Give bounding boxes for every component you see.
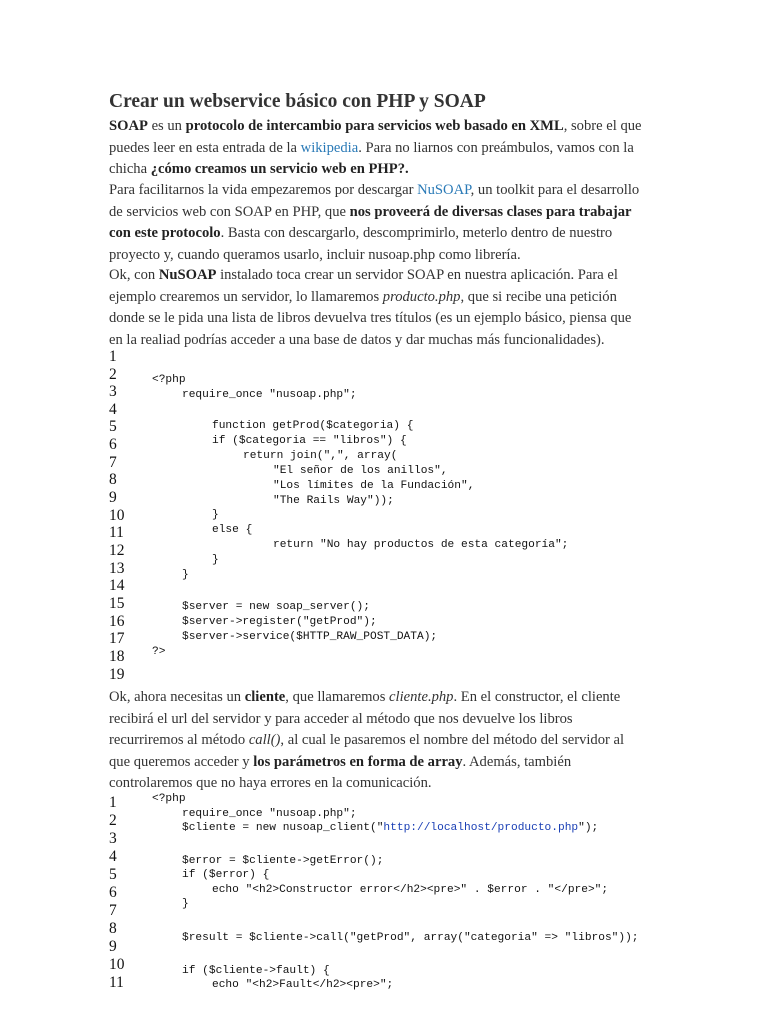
line-number: 7 [109, 902, 117, 919]
line-number: 10 [109, 956, 125, 973]
code-line: <?php [152, 793, 186, 805]
text: puedes leer en esta entrada de la [109, 139, 301, 156]
text: chicha [109, 161, 151, 178]
text: . Además, también [462, 753, 572, 770]
intro-paragraph [109, 116, 709, 181]
line-number: 1 [109, 348, 117, 365]
text: recurriremos al método [109, 732, 249, 749]
text: . Para no liarnos con preámbulos, vamos con la [358, 139, 634, 156]
bold-text: SOAP [109, 118, 148, 134]
line-number: 11 [109, 524, 124, 541]
code-line: $server->service($HTTP_RAW_POST_DATA); [182, 631, 438, 643]
line-number: 3 [109, 383, 117, 400]
italic-text: producto.php [382, 288, 461, 305]
code-line: echo "<h2>Constructor error</h2><pre>" . $error . "</pre>"; [212, 884, 609, 896]
text: , un toolkit para el desarrollo [470, 182, 640, 198]
bold-text: ¿cómo creamos un servicio web en PHP?. [150, 161, 409, 178]
line-number: 2 [109, 812, 117, 829]
text: . Basta con descargarlo, descomprimirlo, meterlo dentro de nuestro [220, 225, 613, 242]
code-line: <?php [152, 374, 186, 386]
text: recibirá el url del servidor y para acceder al método que nos devuelve los libros [109, 710, 573, 727]
line-number: 12 [109, 542, 125, 559]
text: es un [147, 118, 186, 134]
server-paragraph [109, 265, 709, 351]
url-string: http://localhost/producto.php [383, 822, 579, 834]
bold-text: con este protocolo [109, 225, 221, 242]
line-number: 10 [109, 507, 125, 524]
bold-text: los parámetros en forma de array [253, 753, 463, 770]
text: controlaremos que no haya errores en la comunicación. [109, 775, 432, 792]
text: en la realiad podrías acceder a una base de datos y dar muchas más funcionalidades). [109, 331, 605, 348]
code-line: echo "<h2>Fault</h2><pre>"; [212, 979, 394, 991]
code-line: $error = $cliente->getError(); [182, 855, 384, 867]
wikipedia-link[interactable]: wikipedia [300, 139, 359, 156]
line-number: 9 [109, 938, 117, 955]
italic-text: cliente.php [389, 689, 454, 705]
line-number: 4 [109, 848, 117, 865]
line-number: 8 [109, 471, 117, 488]
code-line: if ($categoria == "libros") { [212, 435, 407, 447]
code-line: $result = $cliente->call("getProd", array("categoria" => "libros")); [182, 932, 639, 944]
code-line: } [212, 509, 219, 521]
text: , sobre el que [563, 118, 642, 134]
line-number: 16 [109, 613, 125, 630]
line-number: 19 [109, 666, 125, 683]
text: que queremos acceder y [109, 753, 254, 770]
line-number: 18 [109, 648, 125, 665]
code-line: } [182, 569, 189, 581]
line-number: 6 [109, 436, 117, 453]
code-line [182, 822, 598, 834]
text: donde se le pida una lista de libros devuelva tres títulos (es un ejemplo básico, piensa que [109, 310, 632, 327]
nusoap-link[interactable]: NuSOAP [417, 182, 471, 198]
text: instalado toca crear un servidor SOAP en nuestra aplicación. Para el [216, 267, 618, 283]
line-number: 13 [109, 560, 125, 577]
text: Ok, ahora necesitas un [109, 689, 245, 705]
text: , que llamaremos [285, 689, 390, 705]
code-line: if ($cliente->fault) { [182, 965, 330, 977]
code-text: "); [578, 822, 599, 834]
text: proyecto y, cuando queramos usarlo, incluir nusoap.php como librería. [109, 246, 521, 263]
line-number: 9 [109, 489, 117, 506]
download-paragraph [109, 180, 709, 266]
line-number: 6 [109, 884, 117, 901]
text: ejemplo crearemos un servidor, lo llamaremos [109, 288, 383, 305]
code-line: require_once "nusoap.php"; [182, 389, 357, 401]
line-number: 4 [109, 401, 117, 418]
text: de servicios web con SOAP en PHP, que [109, 203, 350, 220]
code-line: "Los límites de la Fundación", [273, 480, 475, 492]
line-number: 7 [109, 454, 117, 471]
italic-text: call() [248, 732, 281, 749]
line-number: 5 [109, 866, 117, 883]
code-line: return join(",", array( [243, 450, 398, 462]
code-line: function getProd($categoria) { [212, 420, 414, 432]
line-number: 17 [109, 630, 125, 647]
text: , que si recibe una petición [460, 288, 617, 305]
code-line: else { [212, 524, 253, 536]
code-line: ?> [152, 646, 166, 658]
code-line: $server = new soap_server(); [182, 601, 370, 613]
line-number: 3 [109, 830, 117, 847]
line-number: 15 [109, 595, 125, 612]
line-number: 11 [109, 974, 124, 991]
bold-text: nos proveerá de diversas clases para trabajar [349, 203, 632, 220]
code-line: require_once "nusoap.php"; [182, 808, 357, 820]
line-number: 1 [109, 794, 117, 811]
article-title: Crear un webservice básico con PHP y SOAP [109, 91, 486, 112]
code-line: if ($error) { [182, 869, 270, 881]
bold-text: cliente [244, 689, 286, 705]
text: , al cual le pasaremos el nombre del método del servidor al [280, 732, 625, 749]
code-line: return "No hay productos de esta categoría"; [273, 539, 569, 551]
code-line: } [212, 554, 219, 566]
code-line: "El señor de los anillos", [273, 465, 448, 477]
text: Ok, con [109, 267, 159, 283]
line-number: 14 [109, 577, 125, 594]
code-line: } [182, 898, 189, 910]
bold-text: protocolo de intercambio para servicios web basado en XML [185, 118, 564, 134]
text: . En el constructor, el cliente [453, 689, 621, 705]
line-number: 2 [109, 366, 117, 383]
line-number: 8 [109, 920, 117, 937]
client-paragraph [109, 687, 709, 795]
text: Para facilitarnos la vida empezaremos por descargar [109, 182, 418, 198]
line-number: 5 [109, 418, 117, 435]
code-line: "The Rails Way")); [273, 495, 394, 507]
bold-text: NuSOAP [158, 267, 217, 283]
code-line: $server->register("getProd"); [182, 616, 377, 628]
code-text: $cliente = new nusoap_client(" [182, 822, 384, 834]
